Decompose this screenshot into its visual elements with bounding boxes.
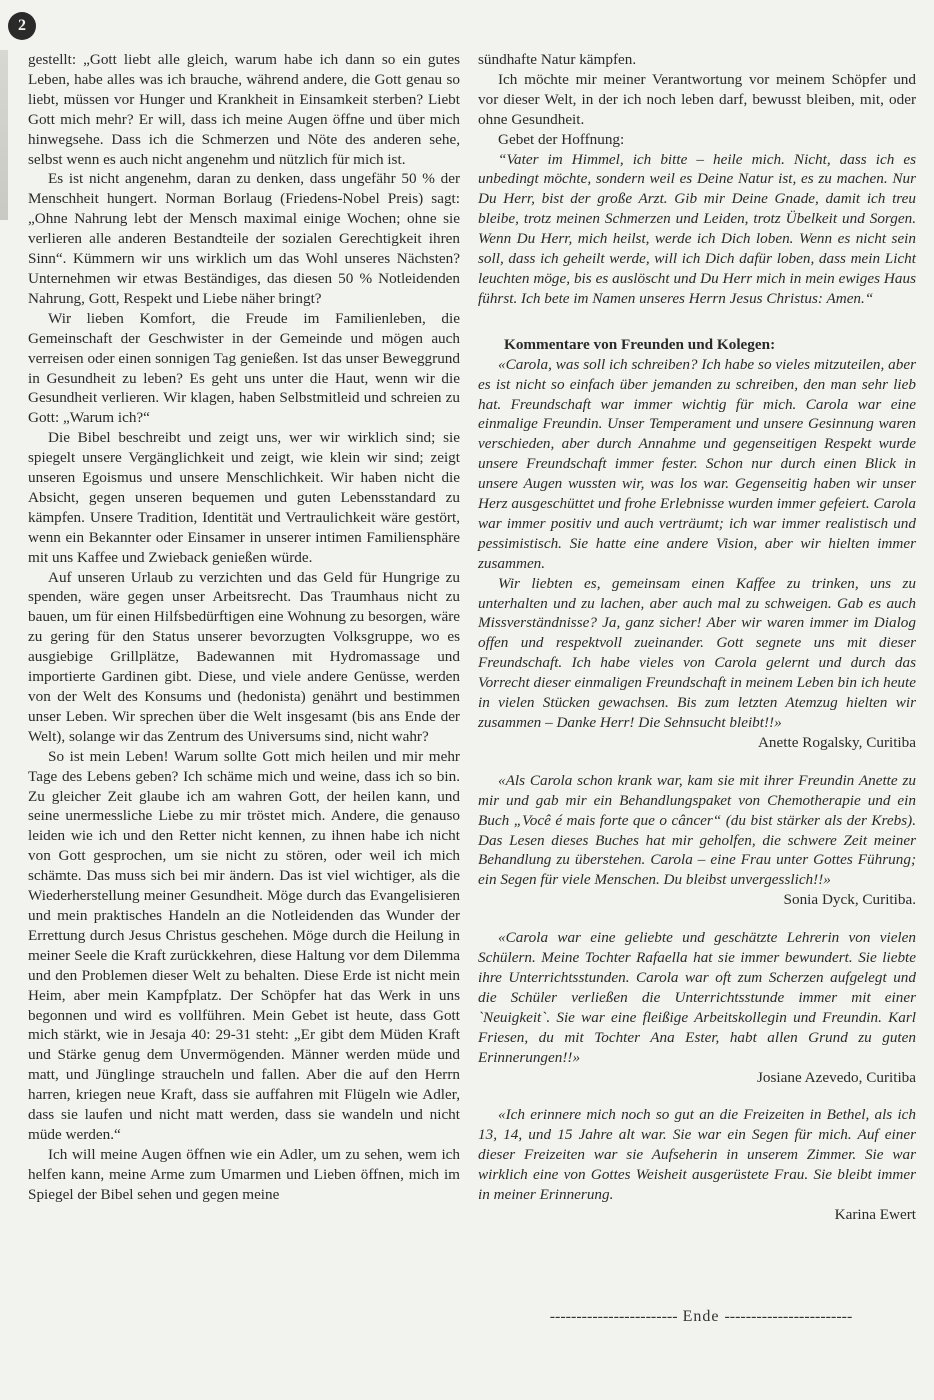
comment-text: «Carola, was soll ich schreiben? Ich habe so vieles mitzuteilen, aber es ist nicht so einfach über jemanden zu schreiben, den man sehr lieb hat. Freundschaft war immer wichtig für mich. Carola war eine einmalige Freundin. Unser Temperament und unsere Gesinnung waren verschieden, aber durch Annahme und gegenseitigen Respekt wurde unsere Freundschaft immer fester. Schon nur durch einen Blick in unsere Augen wussten wir, was los war. Gegenseitig haben wir unser Herz ausgeschüttet und frohe Erlebnisse wurden immer gefeiert. Carola war immer positiv und auch verträumt; ich war immer realistisch und pessimistisch. Sie hatte eine andere Vision, aber wir hielten immer zusammen. [478, 355, 916, 572]
comment-signature: Josiane Azevedo, Curitiba [756, 1068, 916, 1086]
comment-signature: Anette Rogalsky, Curitiba [757, 733, 916, 751]
comment-text: «Carola war eine geliebte und geschätzte Lehrerin von vielen Schülern. Meine Tochter Rafaella hat sie immer bewundert. Sie liebte ihre Unterrichtsstunden. Carola war oft zum Scherzen aufgelegt und die Schüler verließen die Unterrichtsstunde immer mit einer `Neuigkeit`. Sie war eine fleißige Arbeitskollegin und Freundin. Karl Friesen, du mit Tochter Ana Ester, habt allen Grund zu guten Erinnerungen!!» [478, 929, 916, 1066]
page-number-badge: 2 [8, 12, 36, 40]
end-rule-left: ------------------------ [549, 1308, 678, 1325]
paragraph: So ist mein Leben! Warum sollte Gott mich heilen und mir mehr Tage des Lebens geben? Ich schäme mich und weine, dass ich so bin. Zu gleicher Zeit glaube ich am wahren Gott, der heilen kann, und seine unermessliche Liebe zu mir tröstet mich. Andere, die genauso leiden wie ich und den Retter nicht kennen, zu ihnen habe ich nicht von Gott gesprochen, um sie nicht zu stören, oder weil ich mich schämte. Das muss sich bei mir ändern. Das ist viel wichtiger, als die Wiederherstellung meiner Gesundheit. Möge durch das Evangelisieren und mein praktisches Handeln an die Notleidenden das Wunder der Errettung durch Jesus Christus geschehen. Möge durch die Heilung in meiner Seele die Kraft zurückkehren, diese Haltung vor dem Dilemma und den Problemen dieser Welt zu behalten. Diese Erde ist nicht mein Heim, aber mein Kampfplatz. Der Schöpfer hat das Werk in uns begonnen und wird es vollführen. Mein Gebet ist heute, dass Gott mich stärkt, wie in Jesaja 40: 29-31 steht: „Er gibt dem Müden Kraft und Stärke genug dem Unvermögenden. Männer werden müde und matt, und Jünglinge straucheln und fallen. Aber die auf den Herrn harren, kriegen neue Kraft, dass sie auffahren mit Flügeln wie Adler, dass sie laufen und nicht matt werden, dass sie wandeln und nicht müde werden.“ [28, 747, 460, 1143]
paragraph: Wir lieben Komfort, die Freude im Familienleben, die Gemeinschaft der Geschwister in der Gemeinde und mögen auch verreisen oder einen sonnigen Tag genießen. Ist das unser Beweggrund in Gesundheit zu leben? Es geht uns unter die Haut, wenn wir die Gesundheit verlieren. Wir klagen, haben Selbstmitleid und schreien zu Gott: „Warum ich?“ [28, 309, 460, 427]
left-column [28, 50, 460, 1205]
page-spine [0, 50, 8, 220]
paragraph: Es ist nicht angenehm, daran zu denken, dass ungefähr 50 % der Menschheit hungert. Norman Borlaug (Friedens-Nobel Preis) sagt: „Ohne Nahrung lebt der Mensch maximal einige Wochen; ohne sie verlieren alle anderen Bestandteile der sozialen Gerechtigkeit ihren Sinn“. Kümmern wir uns wirklich um das Wohl unseres Nächsten? Unternehmen wir etwas Beständiges, das diesen 50 % Notleidenden Nahrung, Gott, Respekt und Liebe näher bringt? [28, 170, 460, 307]
paragraph: gestellt: „Gott liebt alle gleich, warum habe ich dann so ein gutes Leben, habe alles was ich brauche, während andere, die Gott genau so liebt, müssen vor Hunger und Krankheit in Einsamkeit sterben? Liebt Gott mich mehr? Er will, dass ich meine Augen öffne und über mich hinwegsehe. Dass ich die Schmerzen und Nöte des anderen sehe, selbst wenn es auch nicht angenehm und nützlich für mich ist. [28, 51, 460, 168]
comment-text: Wir liebten es, gemeinsam einen Kaffee zu trinken, uns zu unterhalten und zu lachen, aber auch mal zu schweigen. Gab es auch Missverständnisse? Ja, ganz sicher! Aber wir waren immer im Dialog offen und respektvoll zueinander. Gott segnete uns mit dieser Freundschaft. Ich habe vieles von Carola gelernt und durch das Vorrecht dieser einmaligen Freundschaft in meinem Leben bin ich heute in vielen Stücken gewachsen. Bis zum letzten Atemzug hielten wir zusammen – Danke Herr! Die Sehnsucht bleibt!!» [478, 574, 916, 731]
paragraph: Die Bibel beschreibt und zeigt uns, wer wir wirklich sind; sie spiegelt unsere Vergänglichkeit und zeigt, wie klein wir sind; zeigt unseren Egoismus und unsere Menschlichkeit. Wir haben nicht die Absicht, gegen unseren bequemen und guten Lebensstandard zu kämpfen. Unsere Tradition, Identität und Vertraulichkeit wäre gestört, wenn ein Bekannter oder Einsamer in unserer intimen Familiensphäre mit uns Kaffee und Zwieback genießen würde. [28, 429, 460, 566]
paragraph: sündhafte Natur kämpfen. [478, 51, 637, 68]
end-marker [506, 1308, 896, 1326]
comment-text: «Als Carola schon krank war, kam sie mit ihrer Freundin Anette zu mir und gab mir ein Behandlungspaket von Chemotherapie und ein Buch „Você é mais forte que o câncer“ (du bist stärker als der Krebs). Das Lesen dieses Buches hat mir geholfen, die schwere Zeit meiner Behandlung zu überstehen. Carola – eine Frau unter Gottes Führung; ein Segen für viele Menschen. Du bleibst unvergesslich!!» [478, 771, 916, 889]
end-label: Ende [682, 1308, 720, 1325]
prayer-title: Gebet der Hoffnung: [498, 130, 625, 148]
prayer-text: “Vater im Himmel, ich bitte – heile mich. Nicht, dass ich es unbedingt möchte, sondern weil es Deine Natur ist, es zu machen. Nur Du Herr, bist der große Arzt. Gib mir Deine Gnade, damit ich treu bleibe, trotz meinen Schmerzen und Leiden, trotz Übelkeit und Sorgen. Wenn Du Herr, mich heilst, werde ich Dich loben. Wenn es nicht sein soll, dass ich geheilt werde, will ich Dich dafür loben, dass mein Licht leuchten möge, bis es auslöscht und Du Herr mich in mein ewiges Haus führst. Ich bete im Namen unseres Herrn Jesus Christus: Amen.“ [478, 150, 916, 307]
paragraph: Auf unseren Urlaub zu verzichten und das Geld für Hungrige zu spenden, wäre gegen unser Arbeitsrecht. Das Traumhaus nicht zu bauen, um für einen Hilfsbedürftigen eine Wohnung zu besorgen, wäre zu gering für den Status unserer bevorzugten Volksgruppe, wo es ausgiebige Grillplätze, Badewannen mit Hydromassage und importierte Gardinen gibt. Diese, und viele andere Genüsse, werden von der Welt des Konsums und (hedonista) genährt und bestimmen unser Leben. Wir sprechen über die Welt insgesamt (bis ans Ende der Welt), solange wir das Zentrum des Universums sind, nicht wahr? [28, 568, 460, 745]
right-column [478, 50, 916, 1243]
comment-signature: Sonia Dyck, Curitiba. [783, 891, 916, 909]
end-rule-right: ------------------------ [724, 1308, 853, 1325]
paragraph: Ich will meine Augen öffnen wie ein Adler, um zu sehen, wem ich helfen kann, meine Arme zum Umarmen und Lieben öffnen, mich im Spiegel der Bibel sehen und gegen meine [28, 1145, 460, 1203]
section-heading: Kommentare von Freunden und Kolegen: [504, 335, 776, 353]
comment-signature: Karina Ewert [834, 1205, 916, 1223]
comment-text: «Ich erinnere mich noch so gut an die Freizeiten in Bethel, als ich 13, 14, und 15 Jahre alt war. Sie war ein Segen für mich. Auf einer dieser Freizeiten war sie Aufseherin in unserem Zimmer. Sie war wirklich eine von Gottes Weisheit ausgerüstete Frau. Sie bleibt immer in meiner Erinnerung. [478, 1106, 916, 1204]
paragraph: Ich möchte mir meiner Verantwortung vor meinem Schöpfer und vor dieser Welt, in der ich noch leben darf, bewusst bleiben, mit, oder ohne Gesundheit. [478, 70, 916, 128]
